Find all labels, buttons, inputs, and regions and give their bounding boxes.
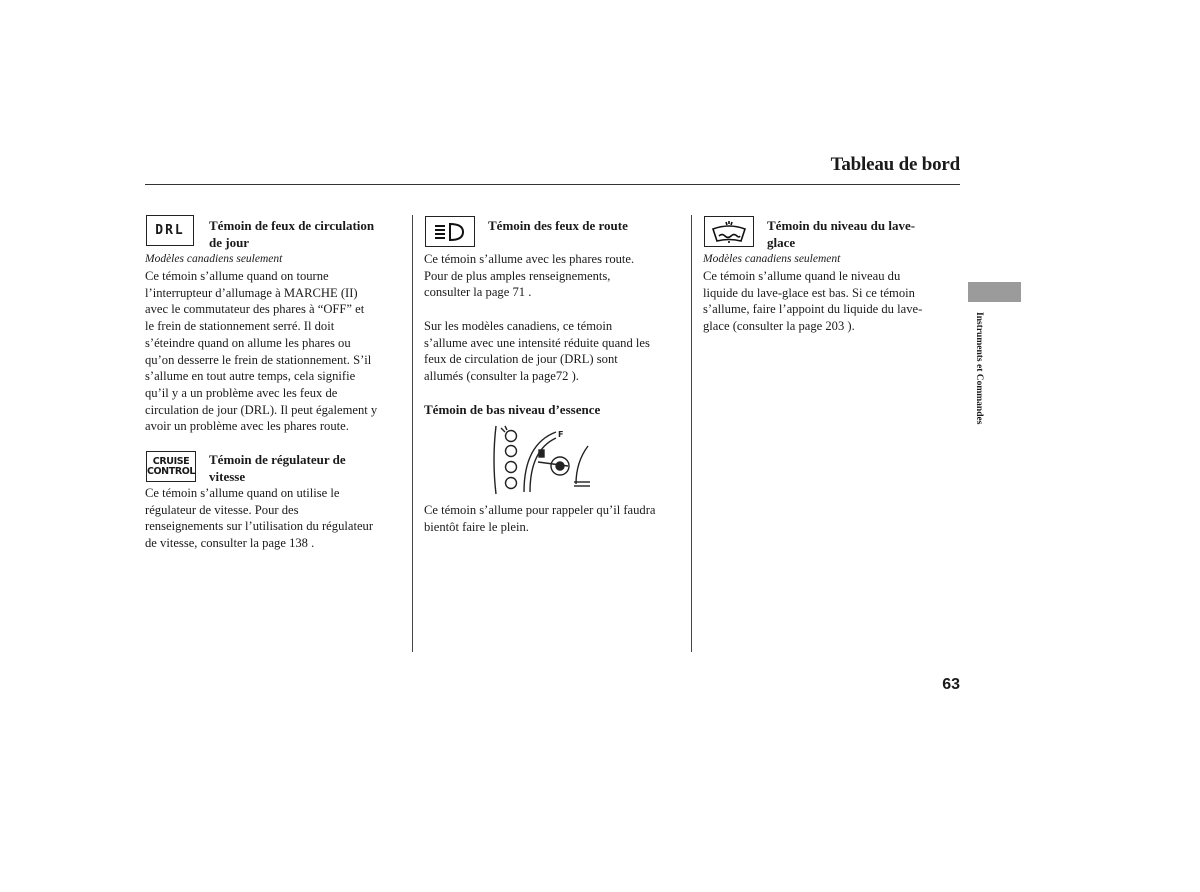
body-line: feux de circulation de jour (DRL) sont xyxy=(424,352,618,367)
cruise-icon-text: CRUISE xyxy=(152,455,190,467)
body-line: s’allume, faire l’appoint du liquide du lave- xyxy=(703,302,923,317)
fuel-gauge-illustration xyxy=(490,422,600,498)
heading-line: de jour xyxy=(209,234,250,250)
body-line: Ce témoin s’allume quand on tourne xyxy=(145,269,329,283)
drl-heading xyxy=(209,218,409,251)
heading-line: glace xyxy=(767,234,796,250)
body-line: Pour de plus amples renseignements, xyxy=(424,268,611,283)
cruise-icon-text: CONTROL xyxy=(146,465,196,477)
body-line: avec le commutateur des phares à “OFF” et xyxy=(145,302,365,317)
body-line: renseignements sur l’utilisation du régulateur xyxy=(145,519,374,534)
washer-body xyxy=(703,268,965,335)
fuel-body xyxy=(424,502,686,535)
body-line: liquide du lave-glace est bas. Si ce témoin xyxy=(703,285,915,300)
column-divider xyxy=(412,215,413,652)
cruise-heading xyxy=(209,452,409,485)
body-line: de vitesse, consulter la page 138 . xyxy=(145,536,315,551)
section-tab-marker xyxy=(968,282,1021,302)
column-divider xyxy=(691,215,692,652)
body-line: Ce témoin s’allume quand on utilise le xyxy=(145,486,340,500)
heading-line: Témoin de régulateur de xyxy=(209,452,346,467)
header-rule xyxy=(145,184,960,185)
drl-icon-text: DRL xyxy=(155,223,185,238)
high-beam-symbol xyxy=(432,221,468,243)
body-line: glace (consulter la page 203 ). xyxy=(703,319,855,334)
fuel-heading: Témoin de bas niveau d’essence xyxy=(424,402,601,417)
drl-body xyxy=(145,268,407,435)
body-line: consulter la page 71 . xyxy=(424,285,532,300)
body-line: s’allume avec une intensité réduite quand les xyxy=(424,335,650,350)
body-line: bientôt faire le plein. xyxy=(424,519,529,534)
body-line: le frein de stationnement serré. Il doit xyxy=(145,319,335,334)
body-line: Ce témoin s’allume quand le niveau du xyxy=(703,269,901,283)
heading-line: Témoin du niveau du lave- xyxy=(767,218,916,233)
high-beam-icon xyxy=(425,216,475,247)
washer-fluid-icon xyxy=(704,216,754,247)
high-beam-body xyxy=(424,251,686,301)
washer-heading xyxy=(767,218,957,251)
body-line: régulateur de vitesse. Pour des xyxy=(145,502,299,517)
heading-line: Témoin de feux de circulation xyxy=(209,218,375,233)
body-line: Sur les modèles canadiens, ce témoin xyxy=(424,319,613,333)
body-line: Ce témoin s’allume avec les phares route. xyxy=(424,252,635,266)
high-beam-heading: Témoin des feux de route xyxy=(488,218,628,233)
heading-line: vitesse xyxy=(209,468,246,484)
body-line: l’interrupteur d’allumage à MARCHE (II) xyxy=(145,285,358,300)
high-beam-drl-body xyxy=(424,318,686,385)
body-line: s’éteindre quand on allume les phares ou xyxy=(145,335,351,350)
washer-symbol xyxy=(709,220,749,244)
section-side-label: Instruments et Commandes xyxy=(974,312,984,425)
page-title: Tableau de bord xyxy=(830,154,960,175)
body-line: Ce témoin s’allume pour rappeler qu’il faudra xyxy=(424,503,656,517)
body-line: circulation de jour (DRL). Il peut également y xyxy=(145,402,378,417)
page-number: 63 xyxy=(942,676,960,693)
cruise-body xyxy=(145,485,407,552)
washer-note: Modèles canadiens seulement xyxy=(703,253,841,265)
body-line: qu’il y a un problème avec les feux de xyxy=(145,385,338,400)
drl-note: Modèles canadiens seulement xyxy=(145,253,283,265)
drl-indicator-icon xyxy=(146,215,194,246)
body-line: allumés (consulter la page72 ). xyxy=(424,369,579,384)
body-line: s’allume en tout autre temps, cela signifie xyxy=(145,369,356,384)
cruise-control-icon xyxy=(146,451,196,482)
gauge-full-label: F xyxy=(558,430,564,439)
body-line: qu’on desserre le frein de stationnement. S’il xyxy=(145,352,372,367)
body-line: avoir un problème avec les phares route. xyxy=(145,419,349,434)
